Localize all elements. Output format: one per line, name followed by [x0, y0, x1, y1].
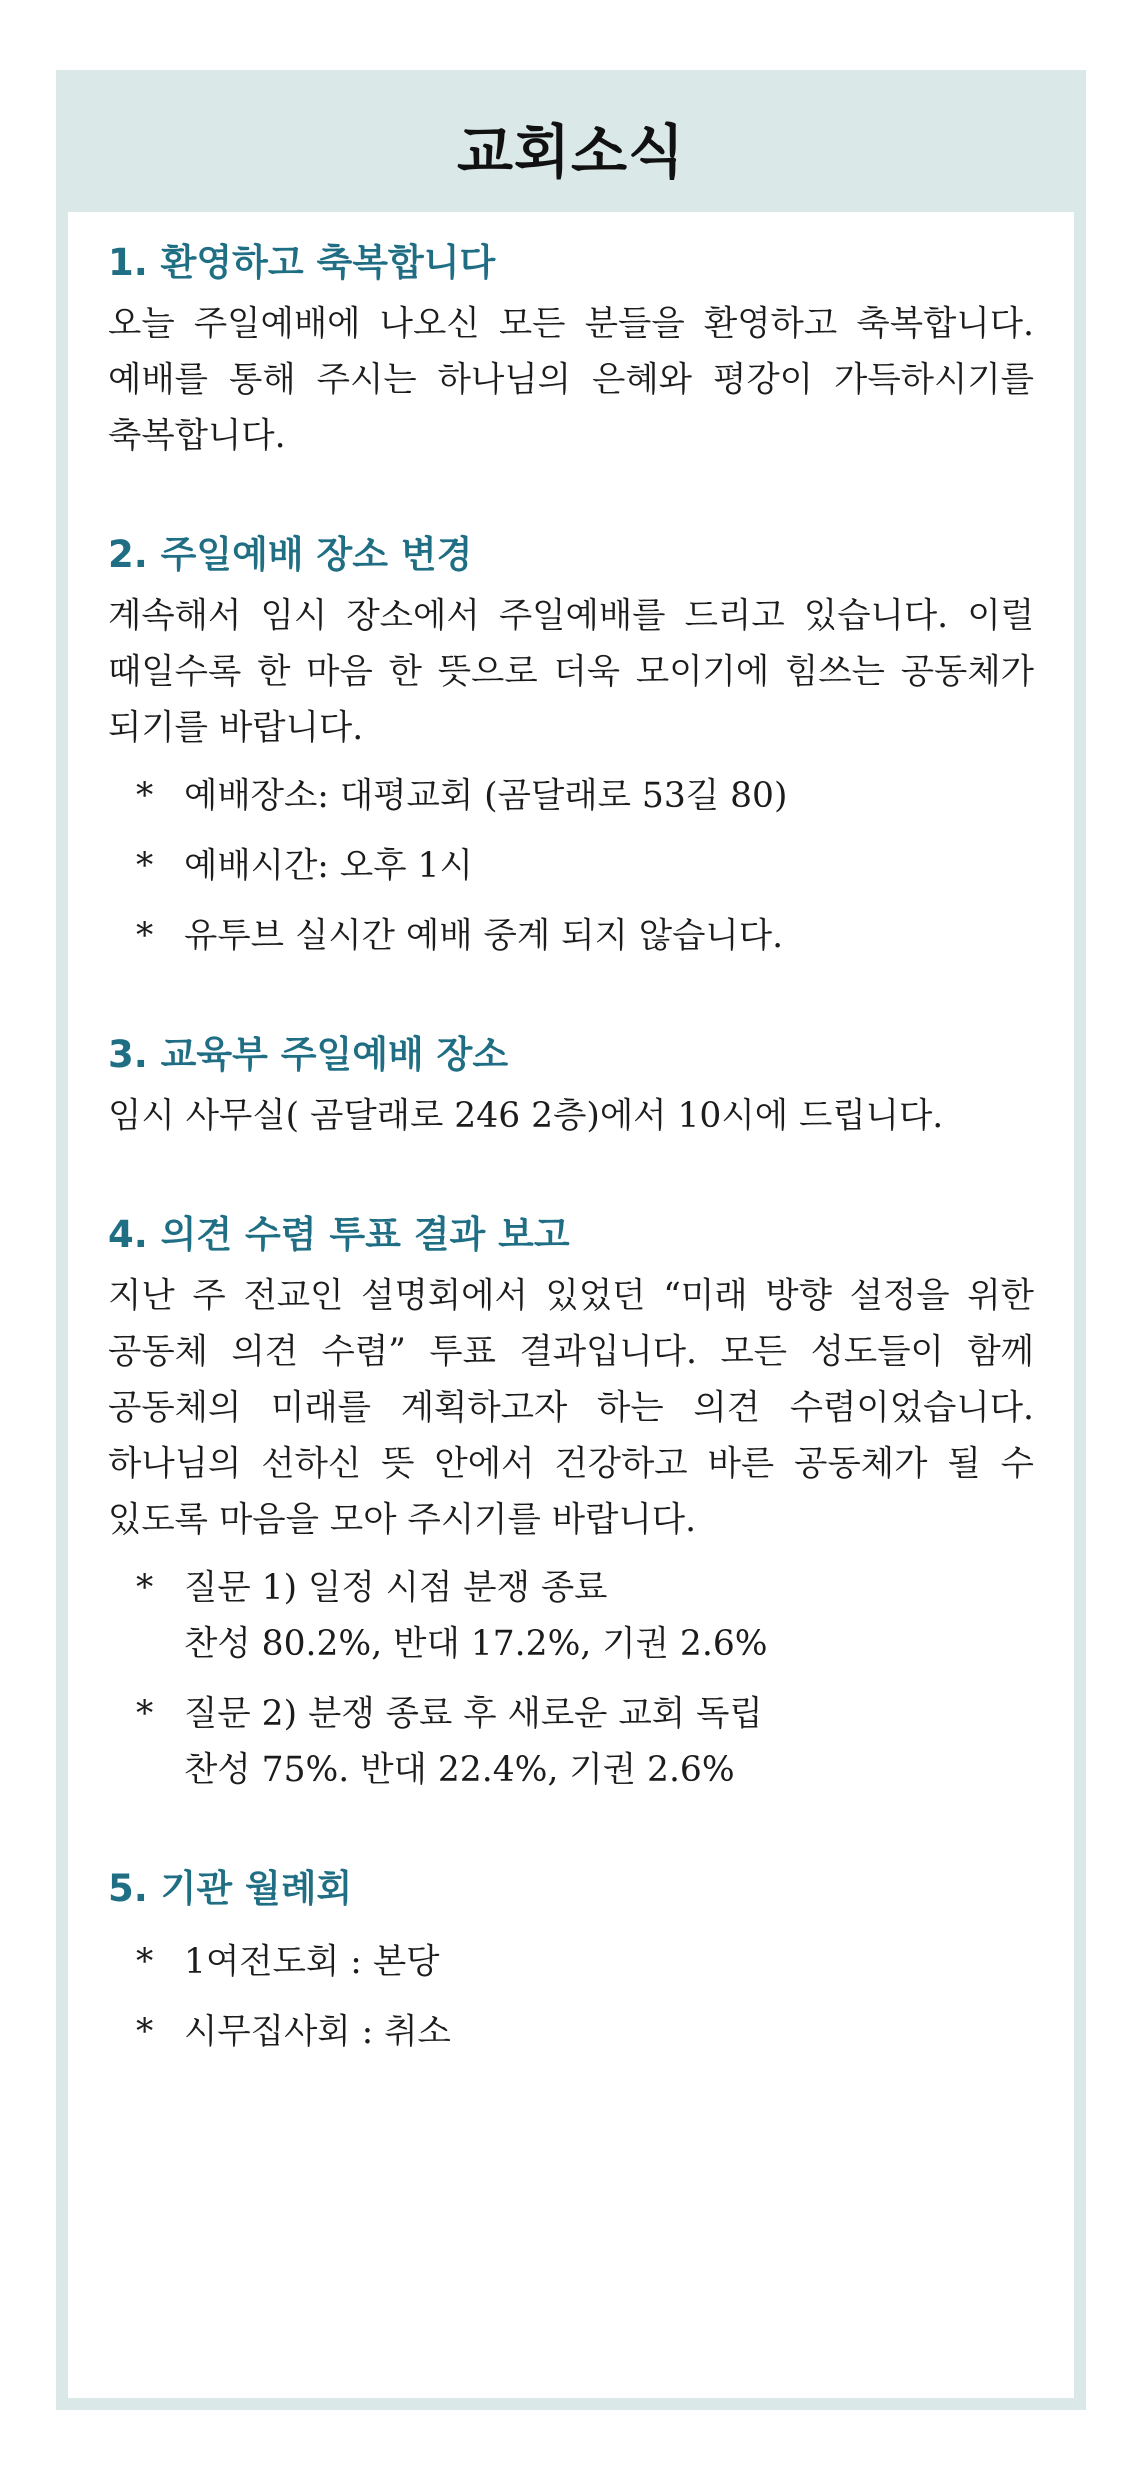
news-content — [68, 212, 1074, 2060]
section-paragraph: 계속해서 임시 장소에서 주일예배를 드리고 있습니다. 이럴 때일수록 한 마음 한 뜻으로 더욱 모이기에 힘쓰는 공동체가 되기를 바랍니다. — [108, 596, 1034, 748]
section-venue-change — [108, 522, 1034, 964]
section-paragraph: 임시 사무실( 곰달래로 246 2층)에서 10시에 드립니다. — [108, 1096, 944, 1136]
list-item — [108, 1934, 1034, 1990]
question-text: 질문 1) 일정 시점 분쟁 종료 — [184, 1568, 608, 1608]
section-vote-results — [108, 1202, 1034, 1798]
section-title: 4. 의견 수렴 투표 결과 보고 — [108, 1213, 570, 1256]
bullet-marker: * — [136, 846, 154, 886]
list-item-text: 예배장소: 대평교회 (곰달래로 53길 80) — [184, 776, 788, 816]
bullet-list — [108, 768, 1034, 964]
section-title: 2. 주일예배 장소 변경 — [108, 533, 473, 576]
result-text: 찬성 80.2%, 반대 17.2%, 기권 2.6% — [184, 1624, 768, 1664]
bullet-list — [108, 1934, 1034, 2060]
bullet-marker: * — [136, 916, 154, 956]
section-title: 5. 기관 월례회 — [108, 1867, 353, 1910]
bullet-list — [108, 1560, 1034, 1798]
bullet-marker: * — [136, 1694, 154, 1734]
list-item — [108, 908, 1034, 964]
section-paragraph: 오늘 주일예배에 나오신 모든 분들을 환영하고 축복합니다. 예배를 통해 주시는 하나님의 은혜와 평강이 가득하시기를 축복합니다. — [108, 304, 1034, 456]
bullet-marker: * — [136, 776, 154, 816]
header-bar — [68, 82, 1074, 212]
list-item — [108, 838, 1034, 894]
result-text: 찬성 75%. 반대 22.4%, 기권 2.6% — [184, 1750, 735, 1790]
church-news-card — [56, 70, 1086, 2410]
bullet-marker: * — [136, 1942, 154, 1982]
list-item — [108, 768, 1034, 824]
bullet-marker: * — [136, 2012, 154, 2052]
list-item-text: 예배시간: 오후 1시 — [184, 846, 473, 886]
page-title: 교회소식 — [456, 118, 686, 186]
question-text: 질문 2) 분쟁 종료 후 새로운 교회 독립 — [184, 1694, 763, 1734]
list-item — [108, 1686, 1034, 1798]
section-education-worship — [108, 1022, 1034, 1144]
list-item — [108, 2004, 1034, 2060]
section-title: 3. 교육부 주일예배 장소 — [108, 1033, 509, 1076]
section-paragraph: 지난 주 전교인 설명회에서 있었던 “미래 방향 설정을 위한 공동체 의견 수렴” 투표 결과입니다. 모든 성도들이 함께 공동체의 미래를 계획하고자 하는 의견 수렴이었습니다. 하나님의 선하신 뜻 안에서 건강하고 바른 공동체가 될 수 있도록 마음을 모아 주시기를 바랍니다. — [108, 1276, 1034, 1540]
list-item — [108, 1560, 1034, 1672]
section-monthly-meetings — [108, 1856, 1034, 2060]
section-welcome — [108, 230, 1034, 464]
list-item-text: 시무집사회 : 취소 — [184, 2012, 451, 2052]
section-title: 1. 환영하고 축복합니다 — [108, 241, 496, 284]
list-item-text: 유투브 실시간 예배 중계 되지 않습니다. — [184, 916, 784, 956]
list-item-text: 1여전도회 : 본당 — [184, 1942, 440, 1982]
bullet-marker: * — [136, 1568, 154, 1608]
